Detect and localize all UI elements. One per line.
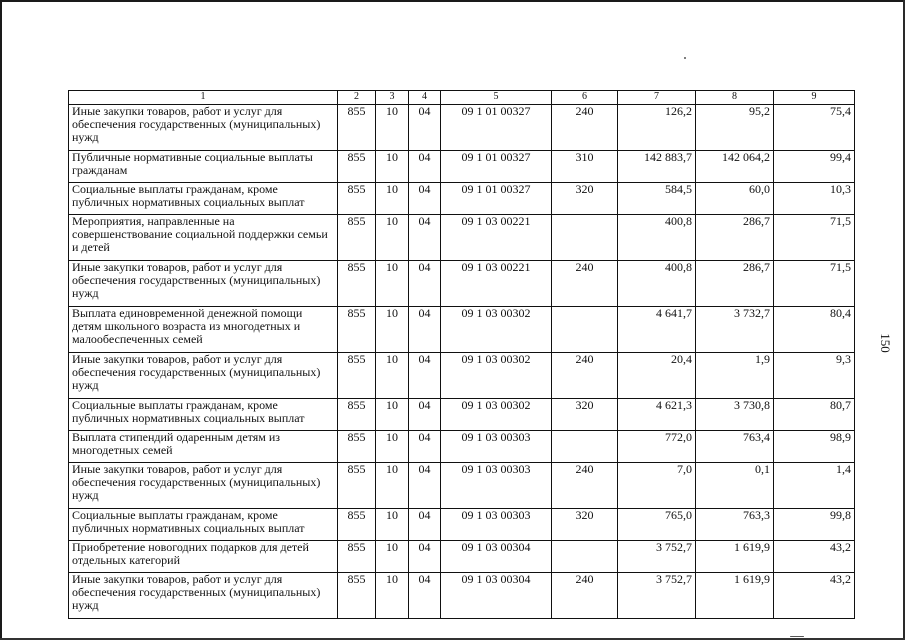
percent-cell: 75,4	[774, 105, 855, 151]
target-article-cell: 09 1 03 00302	[441, 399, 552, 431]
percent-cell: 1,4	[774, 463, 855, 509]
scan-speck	[790, 636, 804, 637]
expense-type-cell	[552, 307, 618, 353]
target-article-cell: 09 1 03 00221	[441, 215, 552, 261]
expense-type-cell	[552, 541, 618, 573]
subsection-code-cell: 04	[409, 261, 441, 307]
column-header: 6	[552, 91, 618, 105]
target-article-cell: 09 1 03 00303	[441, 463, 552, 509]
row-name-cell: Иные закупки товаров, работ и услуг для обеспечения государственных (муниципальных) нужд	[69, 573, 338, 619]
subsection-code-cell: 04	[409, 509, 441, 541]
section-code-cell: 10	[376, 105, 409, 151]
percent-cell: 98,9	[774, 431, 855, 463]
row-name-cell: Приобретение новогодних подарков для детей отдельных категорий	[69, 541, 338, 573]
column-header: 3	[376, 91, 409, 105]
expense-type-cell: 310	[552, 151, 618, 183]
table-row	[69, 151, 855, 183]
expense-type-cell: 240	[552, 261, 618, 307]
percent-cell: 71,5	[774, 215, 855, 261]
target-article-cell: 09 1 03 00302	[441, 307, 552, 353]
section-code-cell: 10	[376, 431, 409, 463]
expense-type-cell: 240	[552, 353, 618, 399]
section-code-cell: 10	[376, 509, 409, 541]
section-code-cell: 10	[376, 541, 409, 573]
percent-cell: 99,8	[774, 509, 855, 541]
percent-cell: 80,4	[774, 307, 855, 353]
row-name-cell: Социальные выплаты гражданам, кроме публичных нормативных социальных выплат	[69, 183, 338, 215]
grbs-code-cell: 855	[338, 463, 376, 509]
actual-amount-cell: 286,7	[696, 215, 774, 261]
table-header-row	[69, 91, 855, 105]
section-code-cell: 10	[376, 261, 409, 307]
target-article-cell: 09 1 03 00303	[441, 509, 552, 541]
section-code-cell: 10	[376, 463, 409, 509]
actual-amount-cell: 1,9	[696, 353, 774, 399]
actual-amount-cell: 60,0	[696, 183, 774, 215]
grbs-code-cell: 855	[338, 261, 376, 307]
plan-amount-cell: 142 883,7	[618, 151, 696, 183]
percent-cell: 71,5	[774, 261, 855, 307]
actual-amount-cell: 1 619,9	[696, 573, 774, 619]
plan-amount-cell: 3 752,7	[618, 541, 696, 573]
table-row	[69, 215, 855, 261]
section-code-cell: 10	[376, 151, 409, 183]
table-row	[69, 509, 855, 541]
section-code-cell: 10	[376, 215, 409, 261]
grbs-code-cell: 855	[338, 431, 376, 463]
budget-table	[68, 90, 855, 619]
column-header: 2	[338, 91, 376, 105]
plan-amount-cell: 7,0	[618, 463, 696, 509]
subsection-code-cell: 04	[409, 183, 441, 215]
plan-amount-cell: 765,0	[618, 509, 696, 541]
subsection-code-cell: 04	[409, 353, 441, 399]
grbs-code-cell: 855	[338, 541, 376, 573]
table-row	[69, 105, 855, 151]
expense-type-cell: 240	[552, 573, 618, 619]
target-article-cell: 09 1 03 00304	[441, 573, 552, 619]
expense-type-cell: 320	[552, 509, 618, 541]
grbs-code-cell: 855	[338, 307, 376, 353]
row-name-cell: Социальные выплаты гражданам, кроме публичных нормативных социальных выплат	[69, 399, 338, 431]
subsection-code-cell: 04	[409, 431, 441, 463]
subsection-code-cell: 04	[409, 105, 441, 151]
table-row	[69, 183, 855, 215]
expense-type-cell	[552, 215, 618, 261]
column-header: 8	[696, 91, 774, 105]
plan-amount-cell: 584,5	[618, 183, 696, 215]
percent-cell: 43,2	[774, 541, 855, 573]
column-header: 1	[69, 91, 338, 105]
grbs-code-cell: 855	[338, 509, 376, 541]
subsection-code-cell: 04	[409, 399, 441, 431]
expense-type-cell: 320	[552, 183, 618, 215]
column-header: 9	[774, 91, 855, 105]
subsection-code-cell: 04	[409, 307, 441, 353]
subsection-code-cell: 04	[409, 215, 441, 261]
row-name-cell: Выплата стипендий одаренным детям из многодетных семей	[69, 431, 338, 463]
subsection-code-cell: 04	[409, 541, 441, 573]
plan-amount-cell: 400,8	[618, 215, 696, 261]
expense-type-cell: 240	[552, 463, 618, 509]
row-name-cell: Мероприятия, направленные на совершенствование социальной поддержки семьи и детей	[69, 215, 338, 261]
percent-cell: 9,3	[774, 353, 855, 399]
table-row	[69, 261, 855, 307]
actual-amount-cell: 3 732,7	[696, 307, 774, 353]
plan-amount-cell: 3 752,7	[618, 573, 696, 619]
plan-amount-cell: 400,8	[618, 261, 696, 307]
grbs-code-cell: 855	[338, 183, 376, 215]
percent-cell: 43,2	[774, 573, 855, 619]
row-name-cell: Иные закупки товаров, работ и услуг для обеспечения государственных (муниципальных) нужд	[69, 261, 338, 307]
column-header: 4	[409, 91, 441, 105]
scan-edge-left	[0, 0, 2, 640]
row-name-cell: Социальные выплаты гражданам, кроме публичных нормативных социальных выплат	[69, 509, 338, 541]
expense-type-cell	[552, 431, 618, 463]
target-article-cell: 09 1 01 00327	[441, 105, 552, 151]
target-article-cell: 09 1 01 00327	[441, 151, 552, 183]
section-code-cell: 10	[376, 307, 409, 353]
table-row	[69, 541, 855, 573]
plan-amount-cell: 126,2	[618, 105, 696, 151]
grbs-code-cell: 855	[338, 151, 376, 183]
actual-amount-cell: 763,4	[696, 431, 774, 463]
table-row	[69, 307, 855, 353]
percent-cell: 99,4	[774, 151, 855, 183]
target-article-cell: 09 1 03 00303	[441, 431, 552, 463]
plan-amount-cell: 4 621,3	[618, 399, 696, 431]
grbs-code-cell: 855	[338, 399, 376, 431]
subsection-code-cell: 04	[409, 573, 441, 619]
section-code-cell: 10	[376, 573, 409, 619]
grbs-code-cell: 855	[338, 105, 376, 151]
table-row	[69, 353, 855, 399]
target-article-cell: 09 1 03 00302	[441, 353, 552, 399]
table-row	[69, 463, 855, 509]
scan-edge-top	[0, 0, 905, 2]
actual-amount-cell: 763,3	[696, 509, 774, 541]
row-name-cell: Иные закупки товаров, работ и услуг для обеспечения государственных (муниципальных) нужд	[69, 105, 338, 151]
table-row	[69, 399, 855, 431]
column-header: 7	[618, 91, 696, 105]
row-name-cell: Выплата единовременной денежной помощи детям школьного возраста из многодетных и малообеспеченных семей	[69, 307, 338, 353]
column-header: 5	[441, 91, 552, 105]
grbs-code-cell: 855	[338, 573, 376, 619]
actual-amount-cell: 3 730,8	[696, 399, 774, 431]
scan-speck	[684, 57, 686, 59]
percent-cell: 80,7	[774, 399, 855, 431]
actual-amount-cell: 95,2	[696, 105, 774, 151]
target-article-cell: 09 1 03 00221	[441, 261, 552, 307]
expense-type-cell: 240	[552, 105, 618, 151]
expense-type-cell: 320	[552, 399, 618, 431]
target-article-cell: 09 1 03 00304	[441, 541, 552, 573]
percent-cell: 10,3	[774, 183, 855, 215]
plan-amount-cell: 20,4	[618, 353, 696, 399]
table-row	[69, 431, 855, 463]
row-name-cell: Публичные нормативные социальные выплаты гражданам	[69, 151, 338, 183]
page-number: 150	[878, 333, 893, 353]
row-name-cell: Иные закупки товаров, работ и услуг для обеспечения государственных (муниципальных) нужд	[69, 353, 338, 399]
plan-amount-cell: 772,0	[618, 431, 696, 463]
actual-amount-cell: 142 064,2	[696, 151, 774, 183]
plan-amount-cell: 4 641,7	[618, 307, 696, 353]
section-code-cell: 10	[376, 399, 409, 431]
grbs-code-cell: 855	[338, 215, 376, 261]
grbs-code-cell: 855	[338, 353, 376, 399]
target-article-cell: 09 1 01 00327	[441, 183, 552, 215]
row-name-cell: Иные закупки товаров, работ и услуг для обеспечения государственных (муниципальных) нужд	[69, 463, 338, 509]
subsection-code-cell: 04	[409, 463, 441, 509]
section-code-cell: 10	[376, 353, 409, 399]
subsection-code-cell: 04	[409, 151, 441, 183]
actual-amount-cell: 1 619,9	[696, 541, 774, 573]
actual-amount-cell: 286,7	[696, 261, 774, 307]
table-row	[69, 573, 855, 619]
actual-amount-cell: 0,1	[696, 463, 774, 509]
section-code-cell: 10	[376, 183, 409, 215]
